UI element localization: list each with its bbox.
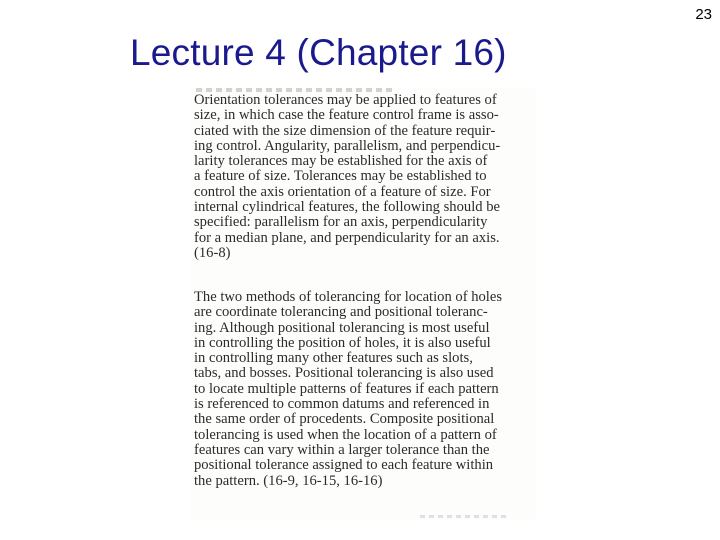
text-line: size, in which case the feature control frame is asso- bbox=[194, 107, 499, 124]
text-line: ing control. Angularity, parallelism, and perpendicu- bbox=[194, 137, 501, 154]
text-line: a feature of size. Tolerances may be established to bbox=[194, 168, 487, 185]
scan-paragraph-orientation-tolerances bbox=[194, 93, 536, 261]
text-line: The two methods of tolerancing for location of holes bbox=[194, 289, 503, 305]
scan-paragraph-location-tolerancing bbox=[194, 290, 536, 489]
text-line: to locate multiple patterns of features if each pattern bbox=[194, 380, 499, 397]
text-line: the same order of procedents. Composite positional bbox=[194, 411, 495, 428]
text-line: internal cylindrical features, the following should be bbox=[194, 199, 500, 216]
text-line: tolerancing is used when the location of a pattern of bbox=[194, 426, 497, 443]
text-line: features can vary within a larger tolerance than the bbox=[194, 441, 490, 458]
text-line: larity tolerances may be established for the axis of bbox=[194, 153, 488, 170]
text-line: ing. Although positional tolerancing is most useful bbox=[194, 319, 490, 336]
text-line: in controlling many other features such as slots, bbox=[194, 350, 473, 367]
slide-number: 23 bbox=[695, 6, 712, 23]
scanned-text-image bbox=[190, 88, 536, 520]
slide-title: Lecture 4 (Chapter 16) bbox=[130, 32, 507, 73]
text-line: specified: parallelism for an axis, perpendicularity bbox=[194, 214, 488, 231]
text-line: are coordinate tolerancing and positional toleranc- bbox=[194, 304, 488, 321]
text-line: tabs, and bosses. Positional tolerancing is also used bbox=[194, 365, 494, 382]
text-line: control the axis orientation of a feature of size. For bbox=[194, 183, 491, 200]
text-line: is referenced to common datums and referenced in bbox=[194, 396, 490, 413]
text-line: for a median plane, and perpendicularity for an axis. bbox=[194, 229, 500, 246]
text-line: ciated with the size dimension of the feature requir- bbox=[194, 122, 496, 139]
text-line: in controlling the position of holes, it is also useful bbox=[194, 334, 491, 351]
scan-cropped-line-fragment bbox=[420, 515, 510, 518]
text-line: (16-8) bbox=[194, 244, 231, 261]
text-line: positional tolerance assigned to each feature within bbox=[194, 457, 494, 474]
text-line: the pattern. (16-9, 16-15, 16-16) bbox=[194, 472, 383, 489]
text-line: Orientation tolerances may be applied to features of bbox=[194, 92, 497, 108]
